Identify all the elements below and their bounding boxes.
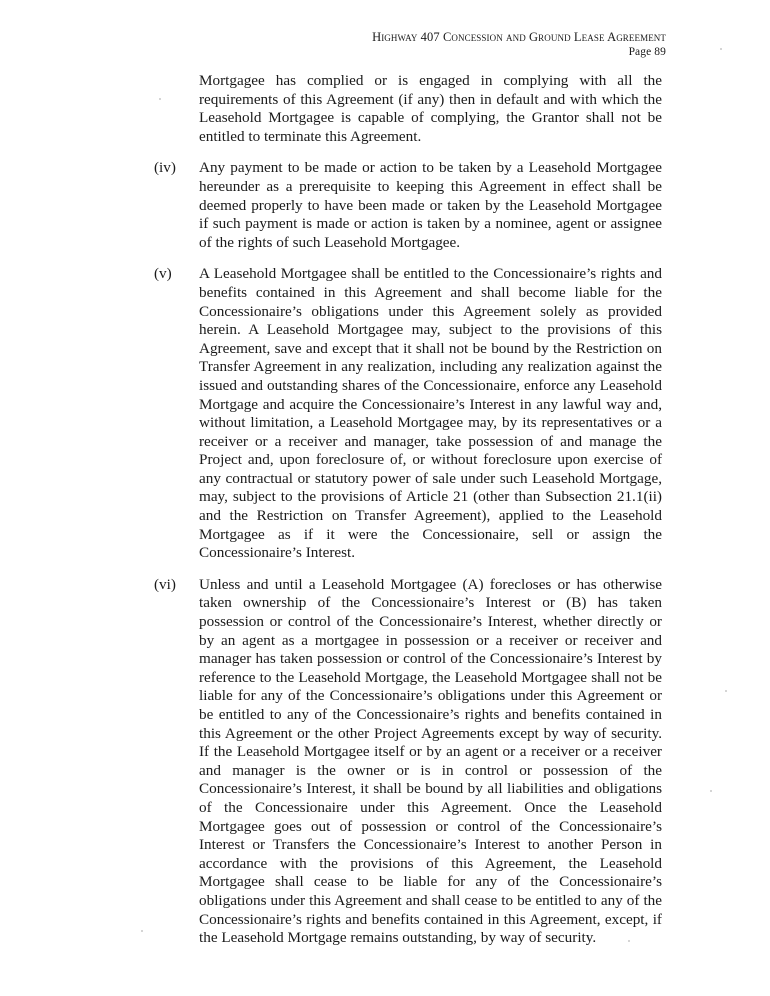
- clause-iv: [154, 159, 662, 252]
- clause-text: A Leasehold Mortgagee shall be entitled to the Concessionaire’s rights and benefits contained in this Agreement and shall become liable for the Concessionaire’s obligations under this Agreement solely as provided herein. A Leasehold Mortgagee may, subject to the provisions of this Agreement, save and except that it shall not be bound by the Restriction on Transfer Agreement in any realization, including any realization against the issued and outstanding shares of the Concessionaire, enforce any Leasehold Mortgage and acquire the Concessionaire’s Interest in any lawful way and, without limitation, a Leasehold Mortgagee may, by its representatives or a receiver or a receiver and manager, take possession of and manage the Project and, upon foreclosure of, or without foreclosure upon exercise of any contractual or statutory power of sale under such Leasehold Mortgage, may, subject to the provisions of Article 21 (other than Subsection 21.1(ii) and the Restriction on Transfer Agreement), applied to the Leasehold Mortgagee as if it were the Concessionaire, sell or assign the Concessionaire’s Interest.: [199, 265, 662, 562]
- running-header: [372, 30, 666, 60]
- scan-speck: [720, 48, 722, 50]
- header-title: Highway 407 Concession and Ground Lease Agreement: [372, 30, 666, 44]
- clause-v: [154, 265, 662, 563]
- document-body: [154, 72, 662, 948]
- continuation-paragraph: Mortgagee has complied or is engaged in complying with all the requirements of this Agreement (if any) then in default and with which the Leasehold Mortgagee is capable of complying, the Grantor shall not be entitled to terminate this Agreement.: [199, 72, 662, 145]
- clause-text: Any payment to be made or action to be taken by a Leasehold Mortgagee hereunder as a prerequisite to keeping this Agreement in effect shall be deemed properly to have been made or taken by the Leasehold Mortgagee if such payment is made or action is taken by a nominee, agent or assignee of the rights of such Leasehold Mortgagee.: [199, 159, 662, 251]
- scan-speck: [628, 940, 630, 942]
- clause-number: (v): [154, 265, 172, 283]
- scan-speck: [141, 930, 143, 932]
- scan-speck: [159, 98, 161, 100]
- clause-number: (iv): [154, 159, 176, 177]
- page-number: Page 89: [628, 46, 666, 58]
- scan-speck: [725, 690, 727, 692]
- scan-speck: [710, 790, 712, 792]
- clause-text: Unless and until a Leasehold Mortgagee (A) forecloses or has otherwise taken ownership of the Concessionaire’s Interest or (B) has taken possession or control of the Concessionaire’s Interest, whether directly or by an agent as a mortgagee in possession or a receiver or receiver and manager has taken possession or control of the Concessionaire’s Interest by reference to the Leasehold Mortgage, the Leasehold Mortgagee shall not be liable for any of the Concessionaire’s obligations under this Agreement or be entitled to any of the Concessionaire’s rights and benefits contained in this Agreement or the other Project Agreements except by way of security. If the Leasehold Mortgagee itself or by an agent or a receiver or a receiver and manager is the owner or is in control or possession of the Concessionaire’s Interest, it shall be bound by all liabilities and obligations of the Concessionaire under this Agreement. Once the Leasehold Mortgagee goes out of possession or control of the Concessionaire’s Interest or Transfers the Concessionaire’s Interest to another Person in accordance with the provisions of this Agreement, the Leasehold Mortgagee shall cease to be liable for any of the Concessionaire’s obligations under this Agreement and shall cease to be entitled to any of the Concessionaire’s rights and benefits contained in this Agreement, except, if the Leasehold Mortgage remains outstanding, by way of security.: [199, 575, 662, 947]
- clause-number: (vi): [154, 575, 176, 593]
- clause-vi: [154, 576, 662, 948]
